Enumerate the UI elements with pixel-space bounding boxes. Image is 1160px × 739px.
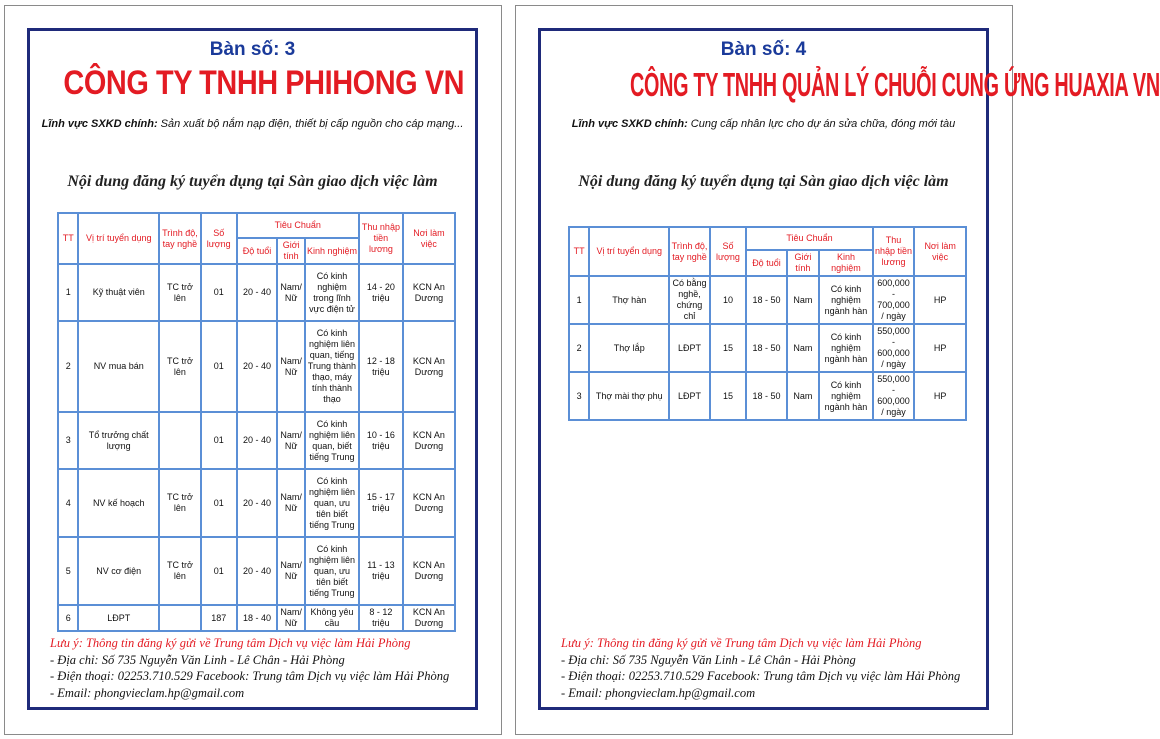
cell-age: 20 - 40 — [237, 537, 278, 605]
cell-gender: Nam/ Nữ — [277, 605, 305, 631]
cell-income: 10 - 16 triệu — [359, 412, 403, 469]
header-experience: Kinh nghiệm — [819, 250, 873, 276]
cell-position: Thợ hàn — [589, 276, 669, 324]
header-level: Trình độ, tay nghề — [159, 213, 201, 264]
cell-tt: 2 — [58, 321, 78, 412]
cell-age: 20 - 40 — [237, 264, 278, 321]
cell-gender: Nam/ Nữ — [277, 264, 305, 321]
note-phone: - Điện thoại: 02253.710.529 Facebook: Trung tâm Dịch vụ việc làm Hải Phòng — [50, 669, 450, 683]
header-qty: Số lượng — [201, 213, 237, 264]
content-title: Nội dung đăng ký tuyển dụng tại Sàn giao dịch việc làm — [578, 173, 949, 190]
cell-experience: Có kinh nghiệm trong lĩnh vực điện tử — [305, 264, 359, 321]
header-position: Vị trí tuyển dụng — [78, 213, 159, 264]
cell-income: 550,000 - 600,000 / ngày — [873, 324, 915, 372]
sector-label: Lĩnh vực SXKD chính: — [41, 118, 158, 130]
business-sector — [541, 118, 986, 130]
cell-position: Thợ lắp — [589, 324, 669, 372]
cell-qty: 01 — [201, 412, 237, 469]
cell-qty: 01 — [201, 264, 237, 321]
header-age: Độ tuổi — [237, 238, 278, 264]
header-tt: TT — [569, 227, 589, 276]
header-workplace: Nơi làm việc — [914, 227, 966, 276]
cell-qty: 01 — [201, 321, 237, 412]
cell-income: 8 - 12 triệu — [359, 605, 403, 631]
header-income: Thu nhập tiền lương — [873, 227, 915, 276]
cell-qty: 10 — [710, 276, 746, 324]
cell-income: 15 - 17 triệu — [359, 469, 403, 537]
cell-workplace: KCN An Dương — [403, 321, 455, 412]
header-position: Vị trí tuyển dụng — [589, 227, 669, 276]
cell-level: LĐPT — [669, 372, 710, 420]
cell-workplace: KCN An Dương — [403, 264, 455, 321]
cell-age: 18 - 50 — [746, 324, 787, 372]
cell-experience: Có kinh nghiệm liên quan, biết tiếng Trung — [305, 412, 359, 469]
cell-gender: Nam — [787, 372, 819, 420]
cell-level — [159, 412, 201, 469]
sector-text: Sản xuất bộ nắm nạp điện, thiết bị cấp nguồn cho cáp mạng... — [157, 118, 464, 130]
cell-level — [159, 605, 201, 631]
cell-experience: Không yêu cầu — [305, 605, 359, 631]
header-experience: Kinh nghiệm — [305, 238, 359, 264]
table-row — [569, 324, 966, 372]
note-title: Lưu ý: Thông tin đăng ký gửi về Trung tâm Dịch vụ việc làm Hải Phòng — [561, 636, 922, 650]
cell-workplace: HP — [914, 324, 966, 372]
header-level: Trình độ, tay nghề — [669, 227, 710, 276]
cell-workplace: KCN An Dương — [403, 469, 455, 537]
cell-workplace: KCN An Dương — [403, 605, 455, 631]
cell-qty: 187 — [201, 605, 237, 631]
cell-age: 20 - 40 — [237, 321, 278, 412]
cell-income: 14 - 20 triệu — [359, 264, 403, 321]
cell-tt: 2 — [569, 324, 589, 372]
cell-position: NV mua bán — [78, 321, 159, 412]
table-row — [569, 276, 966, 324]
header-standard: Tiêu Chuẩn — [746, 227, 873, 250]
cell-age: 18 - 40 — [237, 605, 278, 631]
cell-gender: Nam/ Nữ — [277, 321, 305, 412]
table-row — [58, 469, 455, 537]
cell-gender: Nam/ Nữ — [277, 469, 305, 537]
header-income: Thu nhập tiền lương — [359, 213, 403, 264]
jobs-table — [568, 226, 967, 421]
table-row — [58, 605, 455, 631]
cell-qty: 15 — [710, 324, 746, 372]
cell-experience: Có kinh nghiệm ngành hàn — [819, 324, 873, 372]
cell-experience: Có kinh nghiệm liên quan, ưu tiên biết tiếng Trung — [305, 469, 359, 537]
cell-gender: Nam — [787, 324, 819, 372]
table-row — [58, 321, 455, 412]
cell-income: 12 - 18 triệu — [359, 321, 403, 412]
cell-experience: Có kinh nghiệm ngành hàn — [819, 276, 873, 324]
cell-position: Thợ mài thợ phụ — [589, 372, 669, 420]
contact-note — [50, 635, 449, 701]
note-email: - Email: phongvieclam.hp@gmail.com — [561, 685, 756, 700]
cell-experience: Có kinh nghiệm liên quan, tiếng Trung thành thạo, máy tính thành thạo — [305, 321, 359, 412]
cell-level: TC trở lên — [159, 321, 201, 412]
booth-number: Bàn số: 4 — [720, 39, 807, 60]
contact-note — [561, 635, 960, 701]
cell-gender: Nam/ Nữ — [277, 537, 305, 605]
cell-tt: 1 — [569, 276, 589, 324]
content-title: Nội dung đăng ký tuyển dụng tại Sàn giao dịch việc làm — [67, 173, 438, 190]
cell-experience: Có kinh nghiệm liên quan, ưu tiên biết tiếng Trung — [305, 537, 359, 605]
table-row — [58, 264, 455, 321]
sector-text: Cung cấp nhân lực cho dự án sửa chữa, đóng mới tàu — [687, 118, 956, 130]
cell-tt: 5 — [58, 537, 78, 605]
header-qty: Số lượng — [710, 227, 746, 276]
cell-workplace: KCN An Dương — [403, 412, 455, 469]
cell-age: 18 - 50 — [746, 276, 787, 324]
cell-age: 20 - 40 — [237, 412, 278, 469]
header-tt: TT — [58, 213, 78, 264]
cell-tt: 4 — [58, 469, 78, 537]
cell-age: 20 - 40 — [237, 469, 278, 537]
cell-income: 600,000 - 700,000 / ngày — [873, 276, 915, 324]
cell-gender: Nam/ Nữ — [277, 412, 305, 469]
cell-level: LĐPT — [669, 324, 710, 372]
cell-level: TC trở lên — [159, 264, 201, 321]
business-sector — [30, 118, 475, 130]
cell-qty: 01 — [201, 469, 237, 537]
header-gender: Giới tính — [787, 250, 819, 276]
cell-tt: 3 — [569, 372, 589, 420]
note-address: - Địa chỉ: Số 735 Nguyễn Văn Linh - Lê Chân - Hải Phòng — [561, 652, 856, 667]
flyer-frame — [27, 28, 478, 710]
company-name: CÔNG TY TNHH QUẢN LÝ CHUỖI CUNG ỨNG HUAXIA VN — [630, 66, 1160, 103]
flyer-booth-3 — [4, 5, 502, 735]
table-row — [569, 372, 966, 420]
table-row — [58, 412, 455, 469]
flyer-frame — [538, 28, 1160, 710]
booth-number: Bàn số: 3 — [209, 39, 296, 60]
cell-income: 550,000 - 600,000 / ngày — [873, 372, 915, 420]
sector-label: Lĩnh vực SXKD chính: — [571, 118, 688, 130]
cell-tt: 6 — [58, 605, 78, 631]
company-name: CÔNG TY TNHH PHIHONG VN — [63, 64, 465, 102]
cell-income: 11 - 13 triệu — [359, 537, 403, 605]
note-address: - Địa chỉ: Số 735 Nguyễn Văn Linh - Lê Chân - Hải Phòng — [50, 652, 345, 667]
cell-level: TC trở lên — [159, 537, 201, 605]
header-standard: Tiêu Chuẩn — [237, 213, 359, 238]
table-row — [58, 537, 455, 605]
header-gender: Giới tính — [277, 238, 305, 264]
jobs-table — [57, 212, 456, 632]
cell-position: Kỹ thuật viên — [78, 264, 159, 321]
cell-position: Tổ trưởng chất lượng — [78, 412, 159, 469]
note-email: - Email: phongvieclam.hp@gmail.com — [50, 685, 245, 700]
cell-workplace: HP — [914, 372, 966, 420]
cell-experience: Có kinh nghiệm ngành hàn — [819, 372, 873, 420]
cell-position: NV kế hoạch — [78, 469, 159, 537]
flyer-booth-4 — [515, 5, 1160, 735]
cell-tt: 3 — [58, 412, 78, 469]
cell-workplace: HP — [914, 276, 966, 324]
cell-position: NV cơ điện — [78, 537, 159, 605]
cell-tt: 1 — [58, 264, 78, 321]
note-title: Lưu ý: Thông tin đăng ký gửi về Trung tâm Dịch vụ việc làm Hải Phòng — [50, 636, 411, 650]
cell-qty: 01 — [201, 537, 237, 605]
cell-level: Có bằng nghề, chứng chỉ — [669, 276, 710, 324]
cell-level: TC trở lên — [159, 469, 201, 537]
cell-gender: Nam — [787, 276, 819, 324]
header-workplace: Nơi làm việc — [403, 213, 455, 264]
cell-workplace: KCN An Dương — [403, 537, 455, 605]
cell-age: 18 - 50 — [746, 372, 787, 420]
header-age: Độ tuổi — [746, 250, 787, 276]
cell-qty: 15 — [710, 372, 746, 420]
note-phone: - Điện thoại: 02253.710.529 Facebook: Trung tâm Dịch vụ việc làm Hải Phòng — [561, 669, 961, 683]
cell-position: LĐPT — [78, 605, 159, 631]
